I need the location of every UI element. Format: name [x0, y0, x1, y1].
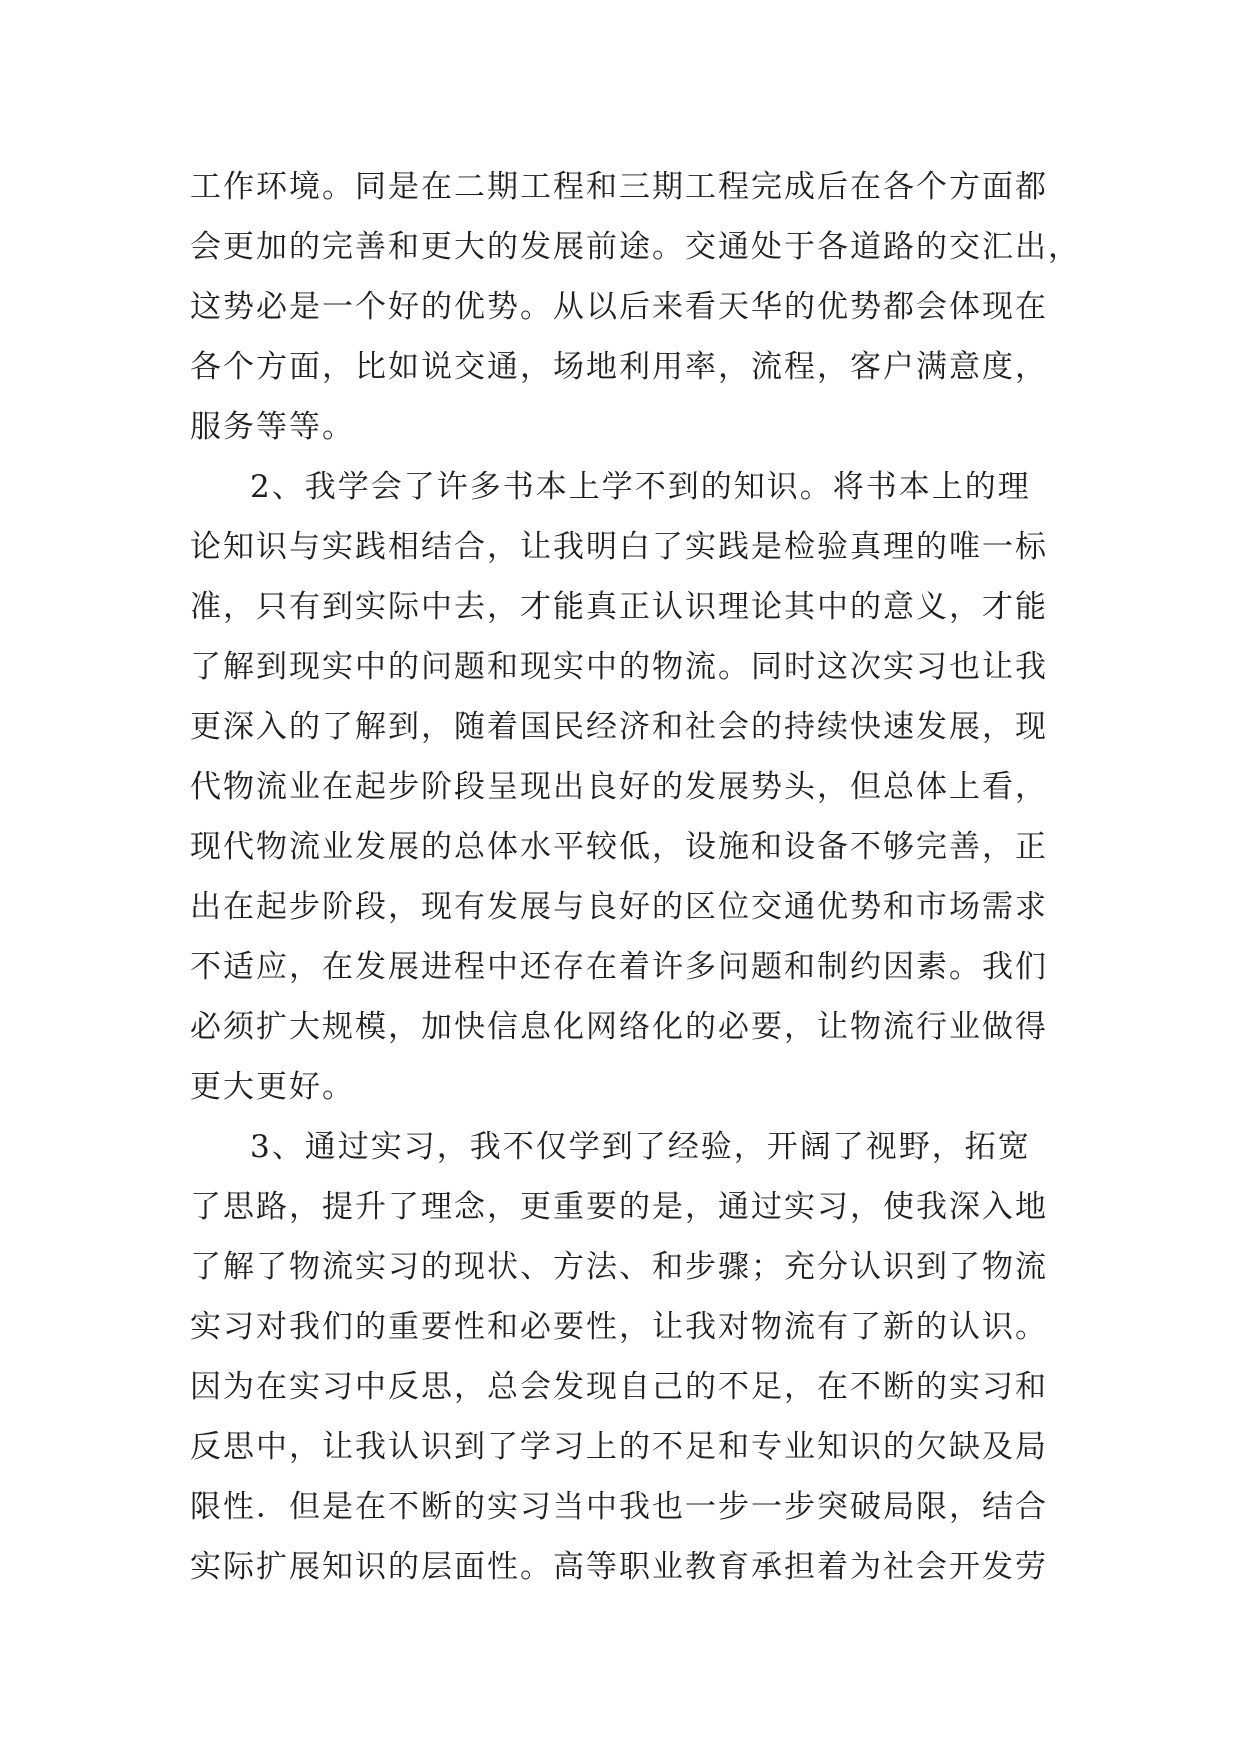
text-line: 了解了物流实习的现状、方法、和步骤；充分认识到了物流 — [190, 1249, 1048, 1285]
paragraph-2-first-line: 2、我学会了许多书本上学不到的知识。将书本上的理 — [250, 469, 1031, 505]
text-line: 准，只有到实际中去，才能真正认识理论其中的意义，才能 — [190, 589, 1048, 625]
text-line: 了思路，提升了理念，更重要的是，通过实习，使我深入地 — [190, 1189, 1048, 1225]
text-line: 各个方面，比如说交通，场地利用率，流程，客户满意度， — [190, 349, 1048, 385]
text-line: 更大更好。 — [190, 1069, 355, 1105]
text-line: 这势必是一个好的优势。从以后来看天华的优势都会体现在 — [190, 289, 1048, 325]
text-line: 论知识与实践相结合，让我明白了实践是检验真理的唯一标 — [190, 529, 1048, 565]
text-line: 实际扩展知识的层面性。高等职业教育承担着为社会开发劳 — [190, 1549, 1048, 1585]
text-line: 不适应，在发展进程中还存在着许多问题和制约因素。我们 — [190, 949, 1048, 985]
text-line: 会更加的完善和更大的发展前途。交通处于各道路的交汇出， — [190, 229, 1081, 265]
text-line: 出在起步阶段，现有发展与良好的区位交通优势和市场需求 — [190, 889, 1048, 925]
text-line: 因为在实习中反思，总会发现自己的不足，在不断的实习和 — [190, 1369, 1048, 1405]
text-line: 限性．但是在不断的实习当中我也一步一步突破局限，结合 — [190, 1489, 1048, 1525]
text-line: 更深入的了解到，随着国民经济和社会的持续快速发展，现 — [190, 709, 1048, 745]
text-line: 了解到现实中的问题和现实中的物流。同时这次实习也让我 — [190, 649, 1048, 685]
text-line: 现代物流业发展的总体水平较低，设施和设备不够完善，正 — [190, 829, 1048, 865]
text-line: 工作环境。同是在二期工程和三期工程完成后在各个方面都 — [190, 169, 1048, 205]
text-line: 实习对我们的重要性和必要性，让我对物流有了新的认识。 — [190, 1309, 1048, 1345]
text-line: 服务等等。 — [190, 409, 355, 445]
text-line: 代物流业在起步阶段呈现出良好的发展势头，但总体上看， — [190, 769, 1048, 805]
paragraph-3-first-line: 3、通过实习，我不仅学到了经验，开阔了视野，拓宽 — [250, 1129, 1031, 1165]
text-line: 必须扩大规模，加快信息化网络化的必要，让物流行业做得 — [190, 1009, 1048, 1045]
text-line: 反思中，让我认识到了学习上的不足和专业知识的欠缺及局 — [190, 1429, 1048, 1465]
